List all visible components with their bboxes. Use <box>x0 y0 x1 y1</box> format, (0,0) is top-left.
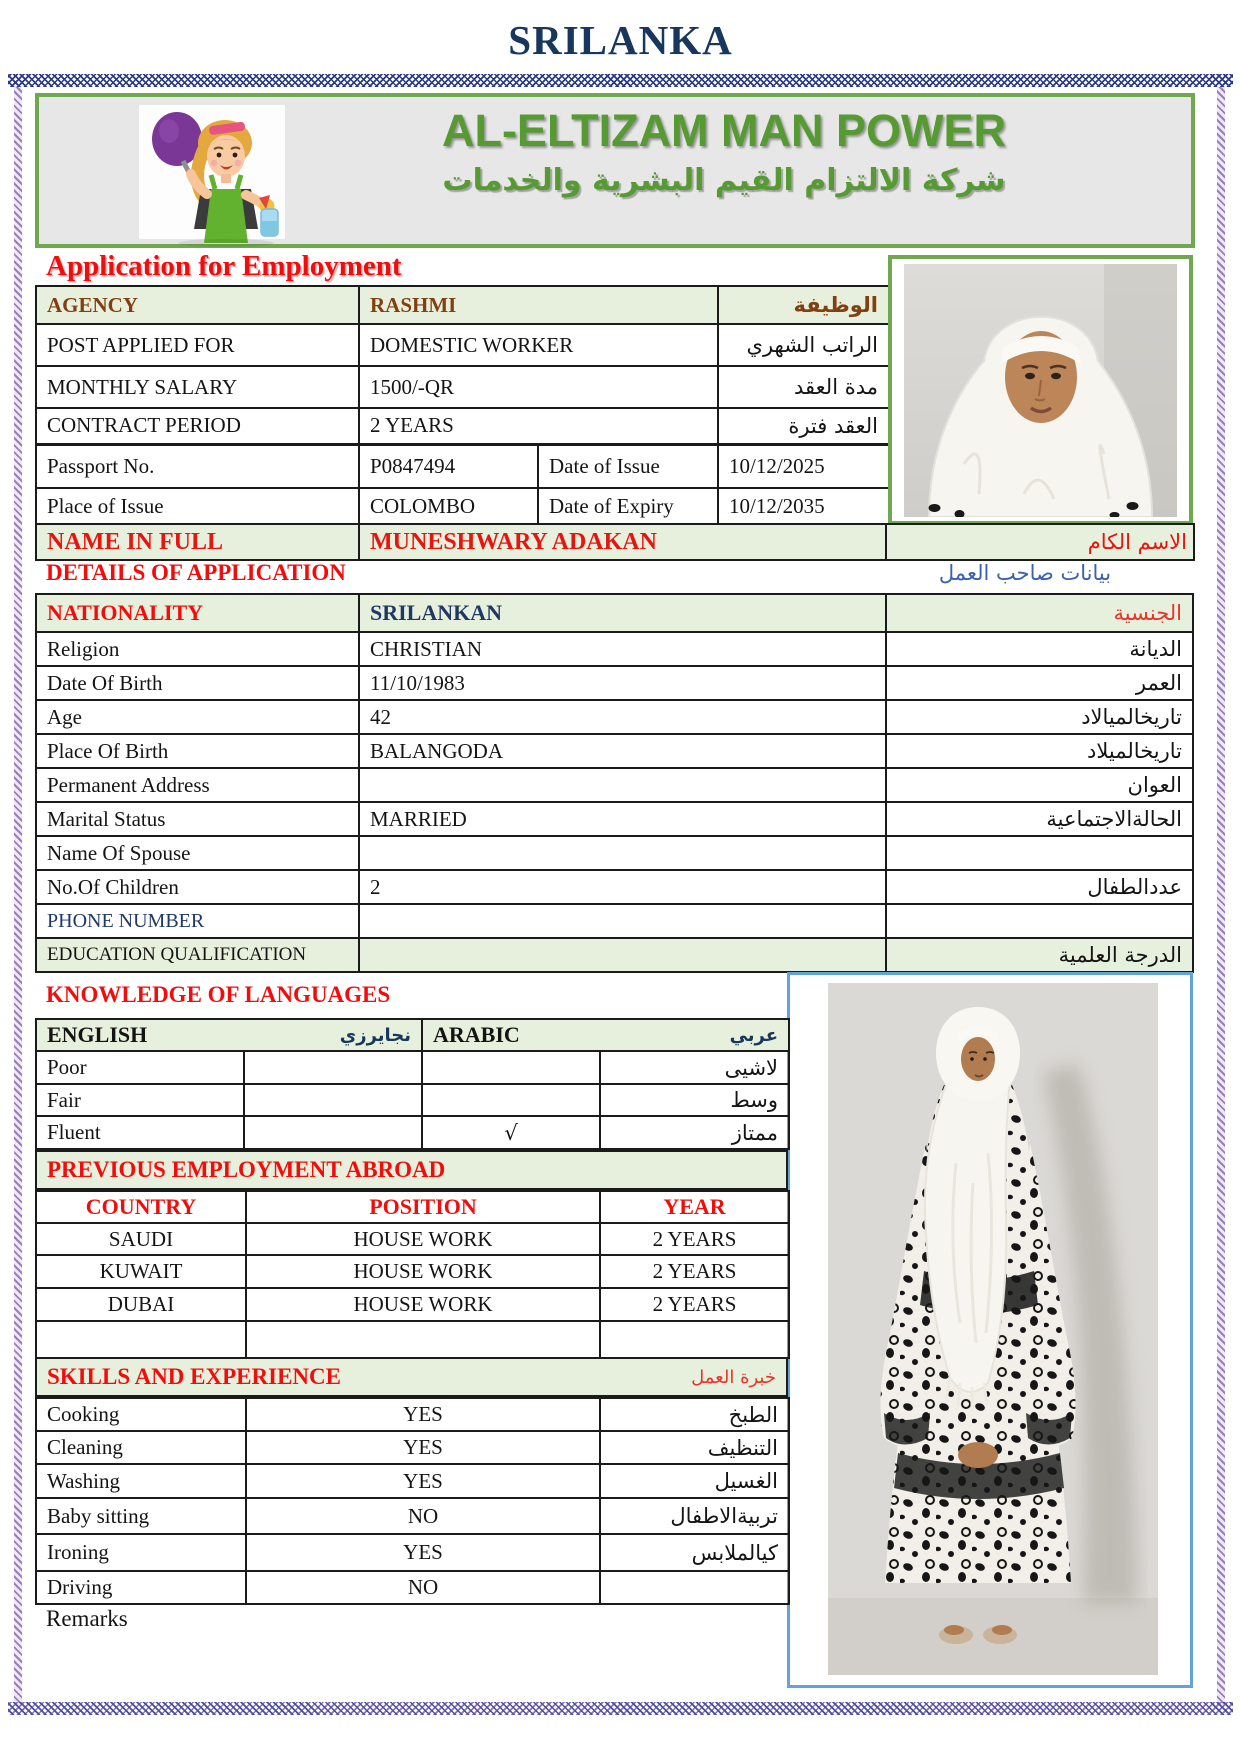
field-label: MONTHLY SALARY <box>36 366 359 408</box>
level-label: Poor <box>36 1051 244 1084</box>
field-label: Date of Expiry <box>538 488 718 525</box>
table-row <box>36 1498 789 1534</box>
skill-label: Cooking <box>36 1398 246 1431</box>
field-label: EDUCATION QUALIFICATION <box>36 938 359 972</box>
field-label: Marital Status <box>36 802 359 836</box>
bottom-zigzag-border <box>8 1702 1233 1715</box>
remarks-label: Remarks <box>46 1606 128 1631</box>
section-heading-arabic: خبرة العمل <box>691 1366 776 1388</box>
table-row <box>36 870 1193 904</box>
field-label: PHONE NUMBER <box>36 904 359 938</box>
skill-label-arabic: تربيةالاطفال <box>600 1498 789 1534</box>
field-value: 11/10/1983 <box>359 666 886 700</box>
details-section-heading: DETAILS OF APPLICATION <box>46 560 346 585</box>
skill-value: NO <box>246 1571 600 1604</box>
field-value: COLOMBO <box>359 488 538 525</box>
table-row <box>36 1116 789 1149</box>
field-value: 1500/-QR <box>359 366 718 408</box>
field-label-arabic: العوان <box>886 768 1193 802</box>
column-header: COUNTRY <box>36 1191 246 1223</box>
field-label-arabic <box>886 904 1193 938</box>
skill-label-arabic: الطبخ <box>600 1398 789 1431</box>
section-heading: PREVIOUS EMPLOYMENT ABROAD <box>47 1157 446 1182</box>
field-label-arabic <box>886 836 1193 870</box>
field-label: Date of Issue <box>538 444 718 488</box>
field-label: No.Of Children <box>36 870 359 904</box>
country-cell <box>36 1321 246 1358</box>
field-label: NAME IN FULL <box>47 528 224 555</box>
english-mark-cell <box>244 1051 422 1084</box>
column-header: ARABIC <box>433 1022 520 1047</box>
field-label-arabic: الدرجة العلمية <box>886 938 1193 972</box>
field-value: 10/12/2025 <box>718 444 889 488</box>
table-row <box>36 1223 789 1255</box>
country-cell: DUBAI <box>36 1288 246 1321</box>
right-zigzag-border <box>1217 87 1225 1705</box>
skill-label-arabic: التنظيف <box>600 1431 789 1464</box>
field-value: CHRISTIAN <box>359 632 886 666</box>
skills-heading-band <box>35 1357 788 1397</box>
details-section-heading-arabic: بيانات صاحب العمل <box>938 561 1112 585</box>
field-label: Place of Issue <box>36 488 359 525</box>
skill-value: YES <box>246 1534 600 1571</box>
table-row <box>36 904 1193 938</box>
field-label-arabic: الوظيفة <box>718 286 889 324</box>
table-row <box>36 1398 789 1431</box>
page-title: SRILANKA <box>508 17 733 63</box>
skill-label-arabic: كيالملابس <box>600 1534 789 1571</box>
field-label-arabic: عددالطفال <box>886 870 1193 904</box>
field-value: 10/12/2035 <box>718 488 889 525</box>
field-label: Place Of Birth <box>36 734 359 768</box>
english-mark-cell <box>244 1116 422 1149</box>
table-row <box>36 1084 789 1116</box>
table-row <box>36 1051 789 1084</box>
table-row <box>36 768 1193 802</box>
table-row <box>36 286 889 324</box>
position-cell: HOUSE WORK <box>246 1223 600 1255</box>
company-header <box>35 93 1195 248</box>
field-value: BALANGODA <box>359 734 886 768</box>
field-label-arabic: الراتب الشهري <box>718 324 889 366</box>
field-value <box>359 938 886 972</box>
table-row <box>36 1464 789 1498</box>
level-label-arabic: وسط <box>600 1084 789 1116</box>
application-info-table <box>35 285 890 526</box>
section-heading: SKILLS AND EXPERIENCE <box>47 1364 341 1389</box>
field-value: 2 YEARS <box>359 408 718 444</box>
company-name: AL-ELTIZAM MAN POWER <box>441 105 1007 156</box>
level-label: Fluent <box>36 1116 244 1149</box>
field-value: RASHMI <box>359 286 718 324</box>
table-row <box>36 1534 789 1571</box>
field-label: POST APPLIED FOR <box>36 324 359 366</box>
table-row <box>36 802 1193 836</box>
cleaning-lady-logo-icon <box>125 97 297 252</box>
table-row <box>36 1321 789 1358</box>
table-header-row <box>36 1191 789 1223</box>
field-label-arabic: تاريخالميلاد <box>886 734 1193 768</box>
table-row <box>36 1571 789 1604</box>
column-header-arabic: نجايرزي <box>339 1024 412 1046</box>
field-value: 2 <box>359 870 886 904</box>
table-row <box>36 366 889 408</box>
languages-table <box>35 1018 790 1150</box>
table-row <box>36 408 889 444</box>
field-label: Date Of Birth <box>36 666 359 700</box>
english-mark-cell <box>244 1084 422 1116</box>
country-cell: SAUDI <box>36 1223 246 1255</box>
application-heading: Application for Employment <box>46 250 402 282</box>
table-row <box>36 488 889 525</box>
field-value: 42 <box>359 700 886 734</box>
previous-employment-table <box>35 1190 790 1359</box>
field-value <box>359 768 886 802</box>
position-cell: HOUSE WORK <box>246 1288 600 1321</box>
column-header: POSITION <box>246 1191 600 1223</box>
previous-employment-heading-band <box>35 1150 788 1190</box>
table-row <box>36 594 1193 632</box>
field-value: MUNESHWARY ADAKAN <box>370 528 657 555</box>
field-label-arabic: تاريخالميالاد <box>886 700 1193 734</box>
field-value: MARRIED <box>359 802 886 836</box>
field-label: Passport No. <box>36 444 359 488</box>
skill-label: Cleaning <box>36 1431 246 1464</box>
level-label-arabic: لاشيى <box>600 1051 789 1084</box>
arabic-mark-cell <box>422 1051 600 1084</box>
languages-section-heading: KNOWLEDGE OF LANGUAGES <box>46 982 391 1007</box>
table-row <box>36 632 1193 666</box>
table-row <box>36 1288 789 1321</box>
company-name-arabic: شركة الالتزام القيم البشرية والخدمات <box>442 163 1006 198</box>
skill-value: YES <box>246 1398 600 1431</box>
field-label-arabic: الاسم الكام <box>1087 530 1187 554</box>
field-value: SRILANKAN <box>359 594 886 632</box>
table-row <box>36 700 1193 734</box>
top-zigzag-border <box>8 74 1233 87</box>
position-cell <box>246 1321 600 1358</box>
position-cell: HOUSE WORK <box>246 1255 600 1288</box>
table-row <box>36 734 1193 768</box>
table-row <box>36 938 1193 972</box>
arabic-mark-cell: √ <box>422 1116 600 1149</box>
field-value <box>359 904 886 938</box>
applicant-fullbody-photo <box>787 972 1193 1688</box>
year-cell: 2 YEARS <box>600 1255 789 1288</box>
column-header-arabic: عربي <box>729 1024 779 1046</box>
year-cell <box>600 1321 789 1358</box>
table-header-row <box>36 1019 789 1051</box>
left-zigzag-border <box>14 87 22 1705</box>
field-label: Permanent Address <box>36 768 359 802</box>
arabic-header-cell <box>422 1019 789 1051</box>
skills-table <box>35 1397 790 1605</box>
table-row <box>36 444 889 488</box>
level-label: Fair <box>36 1084 244 1116</box>
name-row <box>35 523 1195 561</box>
country-cell: KUWAIT <box>36 1255 246 1288</box>
column-header: YEAR <box>600 1191 789 1223</box>
skill-label-arabic: الغسيل <box>600 1464 789 1498</box>
skill-label: Washing <box>36 1464 246 1498</box>
year-cell: 2 YEARS <box>600 1223 789 1255</box>
column-header: ENGLISH <box>47 1022 148 1047</box>
table-row <box>36 1255 789 1288</box>
level-label-arabic: ممتاز <box>600 1116 789 1149</box>
skill-label: Baby sitting <box>36 1498 246 1534</box>
skill-label: Driving <box>36 1571 246 1604</box>
table-row <box>36 324 889 366</box>
table-row <box>36 836 1193 870</box>
arabic-mark-cell <box>422 1084 600 1116</box>
details-table <box>35 593 1194 973</box>
field-label-arabic: الجنسية <box>886 594 1193 632</box>
field-label-arabic: مدة العقد <box>718 366 889 408</box>
field-label: Name Of Spouse <box>36 836 359 870</box>
field-label-arabic: الديانة <box>886 632 1193 666</box>
english-header-cell <box>36 1019 422 1051</box>
field-label: CONTRACT PERIOD <box>36 408 359 444</box>
table-row <box>36 666 1193 700</box>
field-label: AGENCY <box>36 286 359 324</box>
field-label-arabic: الحالةالاجتماعية <box>886 802 1193 836</box>
table-row <box>36 1431 789 1464</box>
field-label-arabic: العقد فترة <box>718 408 889 444</box>
skill-value: YES <box>246 1431 600 1464</box>
field-value: P0847494 <box>359 444 538 488</box>
field-label: Religion <box>36 632 359 666</box>
applicant-headshot-photo <box>888 255 1193 525</box>
field-label-arabic: العمر <box>886 666 1193 700</box>
year-cell: 2 YEARS <box>600 1288 789 1321</box>
skill-label-arabic <box>600 1571 789 1604</box>
field-label: Age <box>36 700 359 734</box>
skill-value: YES <box>246 1464 600 1498</box>
field-value: DOMESTIC WORKER <box>359 324 718 366</box>
skill-value: NO <box>246 1498 600 1534</box>
field-value <box>359 836 886 870</box>
field-label: NATIONALITY <box>36 594 359 632</box>
skill-label: Ironing <box>36 1534 246 1571</box>
